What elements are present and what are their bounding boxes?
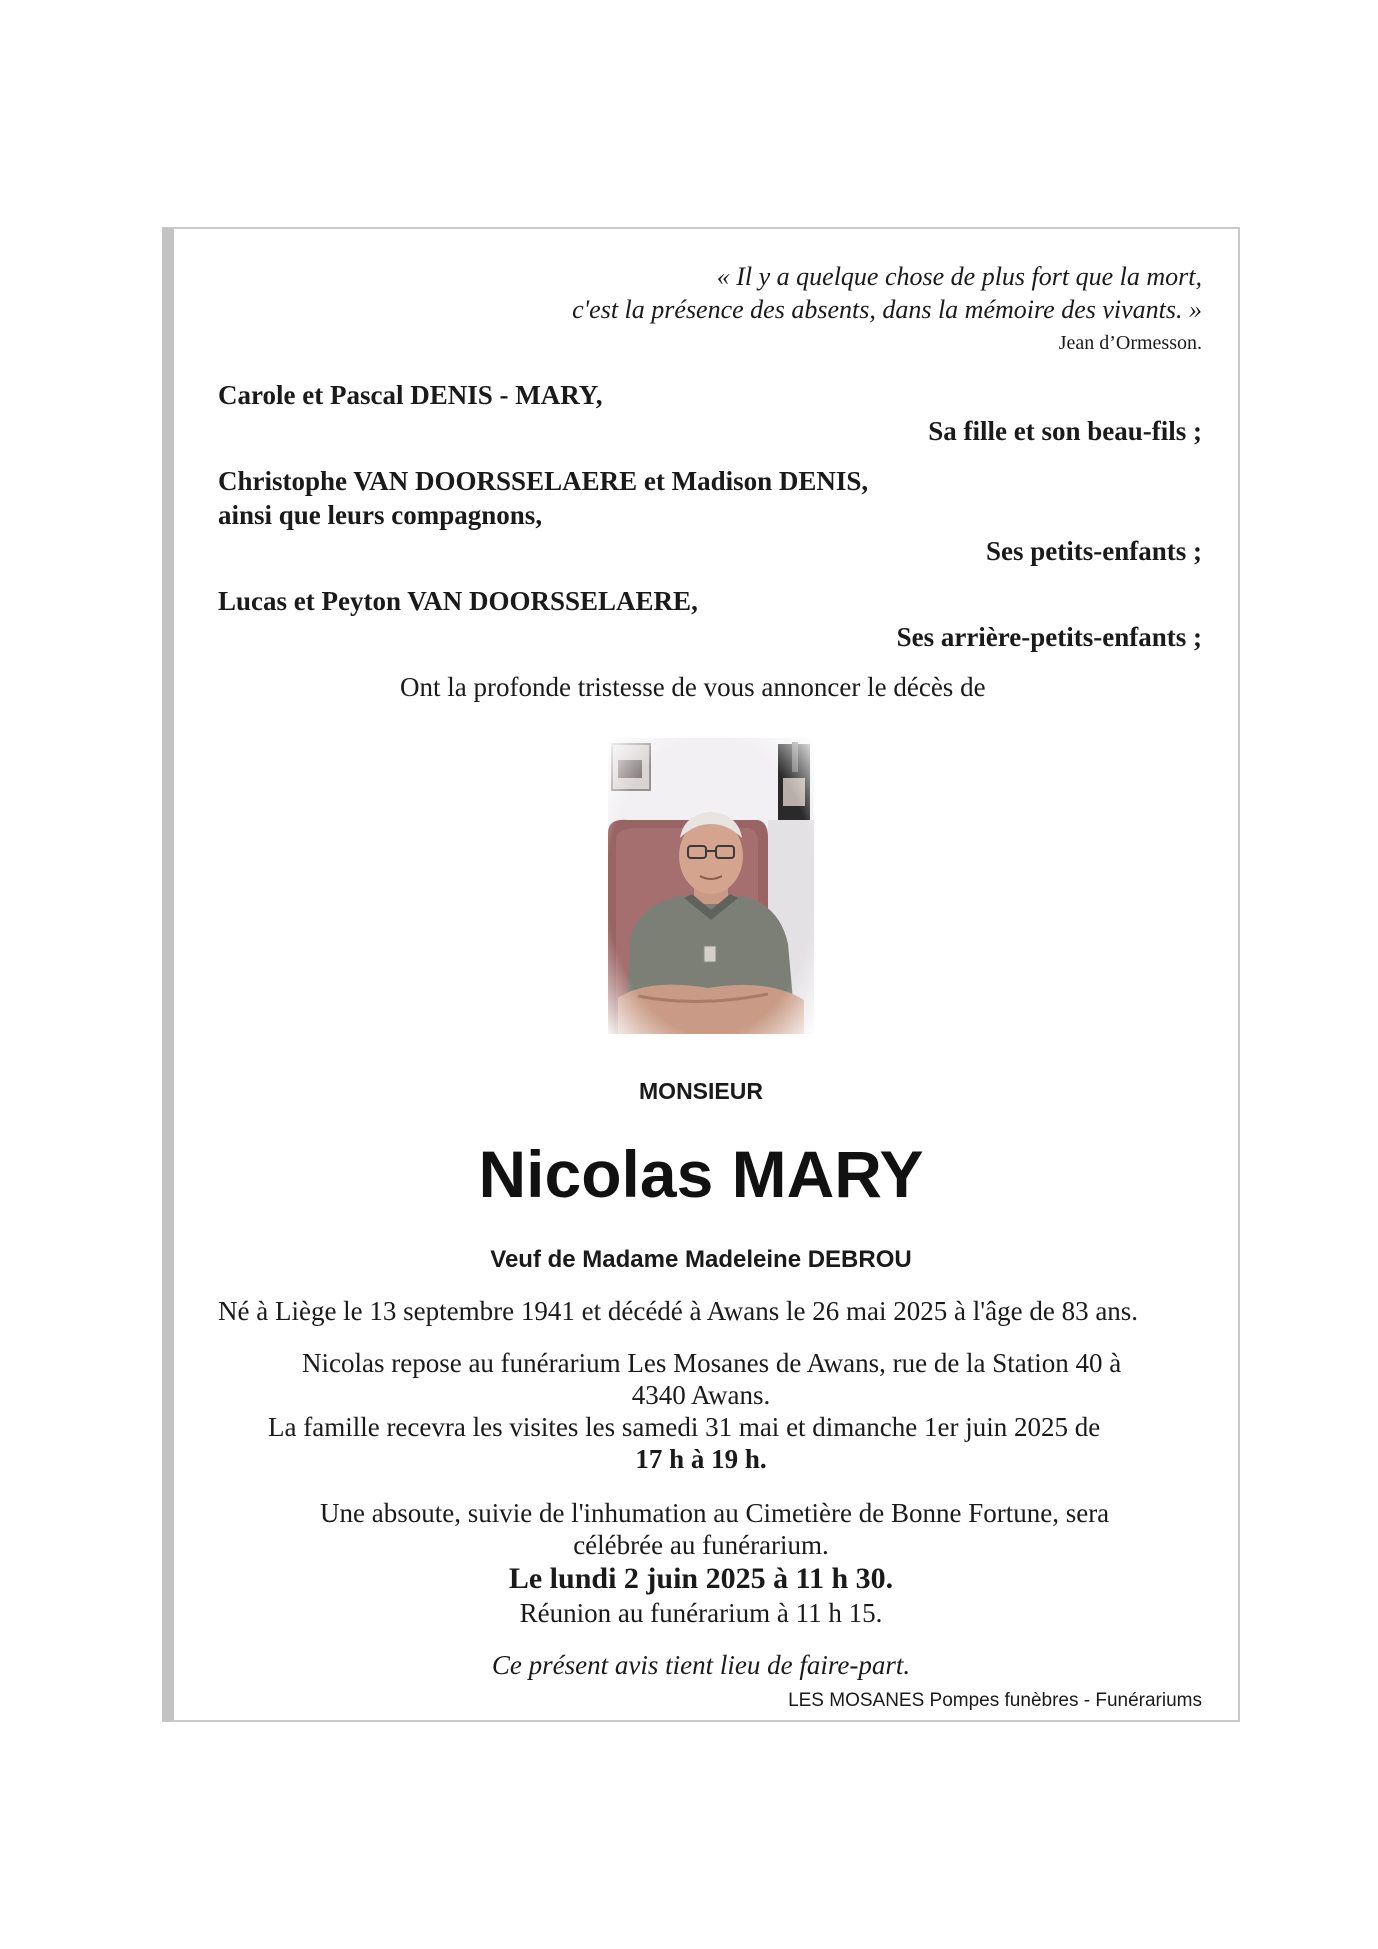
ceremony-meeting: Réunion au funérarium à 11 h 15.	[519, 1598, 883, 1628]
family-relation-3: Ses arrière-petits-enfants ;	[896, 622, 1202, 652]
visitation-hours: 17 h à 19 h.	[635, 1444, 767, 1474]
deceased-title: MONSIEUR	[639, 1078, 763, 1104]
family-names-3: Lucas et Peyton VAN DOORSSELAERE,	[218, 586, 698, 616]
ceremony-line-1: Une absoute, suivie de l'inhumation au Cimetière de Bonne Fortune, sera	[320, 1498, 1110, 1528]
faire-part-notice: Ce présent avis tient lieu de faire-part.	[491, 1650, 911, 1680]
funeral-home-footer: LES MOSANES Pompes funèbres - Funérariums	[788, 1690, 1202, 1711]
visitation-line-2: 4340 Awans.	[631, 1380, 771, 1410]
visitation-line-1: Nicolas repose au funérarium Les Mosanes de Awans, rue de la Station 40 à	[302, 1348, 1122, 1378]
family-names-2b: ainsi que leurs compagnons,	[218, 500, 543, 530]
quote-author: Jean d’Ormesson.	[1058, 332, 1202, 354]
family-relation-2: Ses petits-enfants ;	[986, 536, 1202, 566]
quote-line-1: « Il y a quelque chose de plus fort que la mort,	[716, 262, 1202, 291]
family-names-1: Carole et Pascal DENIS - MARY,	[218, 380, 603, 410]
deceased-photo	[608, 738, 814, 1034]
family-names-2: Christophe VAN DOORSSELAERE et Madison DENIS,	[218, 466, 869, 496]
announcement: Ont la profonde tristesse de vous annoncer le décès de	[400, 672, 986, 702]
deceased-name: Nicolas MARY	[478, 1137, 924, 1211]
quote-line-2: c'est la présence des absents, dans la mémoire des vivants. »	[572, 295, 1202, 324]
ceremony-line-2: célébrée au funérarium.	[573, 1530, 829, 1560]
deceased-widow: Veuf de Madame Madeleine DEBROU	[490, 1246, 912, 1273]
ceremony-date: Le lundi 2 juin 2025 à 11 h 30.	[508, 1562, 894, 1595]
family-relation-1: Sa fille et son beau-fils ;	[928, 416, 1202, 446]
birth-death: Né à Liège le 13 septembre 1941 et décédé à Awans le 26 mai 2025 à l'âge de 83 ans.	[218, 1296, 1139, 1326]
visitation-line-3: La famille recevra les visites les samedi 31 mai et dimanche 1er juin 2025 de	[268, 1412, 1101, 1442]
